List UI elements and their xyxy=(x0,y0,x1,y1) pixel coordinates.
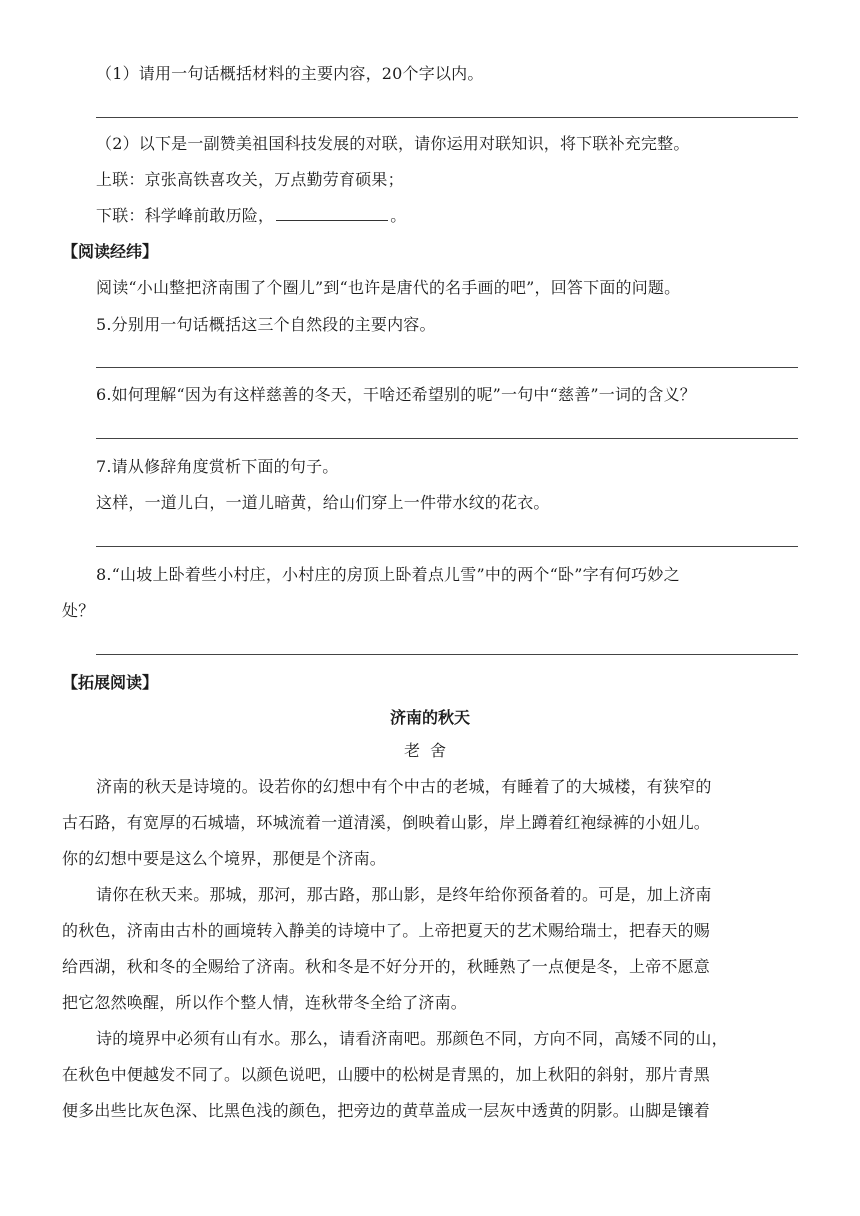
essay-paragraph-1-line-2: 古石路，有宽厚的石城墙，环城流着一道清溪，倒映着山影，岸上蹲着红袍绿裤的小妞儿。 xyxy=(62,813,711,832)
answer-line-q5[interactable] xyxy=(96,367,798,368)
question-7: 7.请从修辞角度赏析下面的句子。 xyxy=(96,457,339,476)
couplet-blank[interactable] xyxy=(276,206,388,221)
answer-line-q6[interactable] xyxy=(96,438,798,439)
essay-author: 老舍 xyxy=(403,741,456,760)
essay-title: 济南的秋天 xyxy=(389,708,470,727)
essay-paragraph-2-line-4: 把它忽然唤醒，所以作个整人情，连秋带冬全给了济南。 xyxy=(62,993,468,1012)
section-heading-reading: 【阅读经纬】 xyxy=(62,242,159,261)
answer-line-q8[interactable] xyxy=(96,654,798,655)
essay-paragraph-2-line-3: 给西湖，秋和冬的全赐给了济南。秋和冬是不好分开的，秋睡熟了一点便是冬，上帝不愿意 xyxy=(62,957,711,976)
answer-line-part-1[interactable] xyxy=(96,117,798,118)
answer-line-q7[interactable] xyxy=(96,546,798,547)
essay-paragraph-1-line-1: 济南的秋天是诗境的。设若你的幻想中有个中古的老城，有睡着了的大城楼，有狭窄的 xyxy=(96,777,712,796)
question-6: 6.如何理解“因为有这样慈善的冬天，干啥还希望别的呢”一句中“慈善”一词的含义？ xyxy=(96,385,696,404)
question-part-2: （2）以下是一副赞美祖国科技发展的对联，请你运用对联知识，将下联补充完整。 xyxy=(96,134,690,153)
essay-paragraph-3-line-1: 诗的境界中必须有山有水。那么，请看济南吧。那颜色不同，方向不同，高矮不同的山， xyxy=(96,1029,728,1048)
couplet-lower-text: 下联：科学峰前敢历险， xyxy=(96,206,275,225)
question-part-1: （1）请用一句话概括材料的主要内容，20个字以内。 xyxy=(96,64,484,83)
essay-paragraph-2-line-2: 的秋色，济南由古朴的画境转入静美的诗境中了。上帝把夏天的艺术赐给瑞士，把春天的赐 xyxy=(62,921,711,940)
question-8-line-2: 处？ xyxy=(62,601,95,620)
section-heading-extend: 【拓展阅读】 xyxy=(62,673,159,692)
essay-paragraph-3-line-2: 在秋色中便越发不同了。以颜色说吧，山腰中的松树是青黑的，加上秋阳的斜射，那片青黑 xyxy=(62,1065,711,1084)
couplet-lower-end: 。 xyxy=(390,206,407,225)
essay-paragraph-2-line-1: 请你在秋天来。那城，那河，那古路，那山影，是终年给你预备着的。可是，加上济南 xyxy=(96,885,712,904)
question-8-line-1: 8.“山坡上卧着些小村庄，小村庄的房顶上卧着点儿雪”中的两个“卧”字有何巧妙之 xyxy=(96,565,680,584)
couplet-lower-line xyxy=(96,206,406,226)
question-7-sentence: 这样，一道儿白，一道儿暗黄，给山们穿上一件带水纹的花衣。 xyxy=(96,493,550,512)
essay-paragraph-1-line-3: 你的幻想中要是这么个境界，那便是个济南。 xyxy=(62,849,387,868)
couplet-upper-line: 上联：京张高铁喜攻关，万点勤劳育硕果； xyxy=(96,170,404,189)
question-5: 5.分别用一句话概括这三个自然段的主要内容。 xyxy=(96,315,436,334)
reading-instruction: 阅读“小山整把济南围了个圈儿”到“也许是唐代的名手画的吧”，回答下面的问题。 xyxy=(96,278,681,297)
essay-paragraph-3-line-3: 便多出些比灰色深、比黑色浅的颜色，把旁边的黄草盖成一层灰中透黄的阴影。山脚是镶着 xyxy=(62,1101,711,1120)
